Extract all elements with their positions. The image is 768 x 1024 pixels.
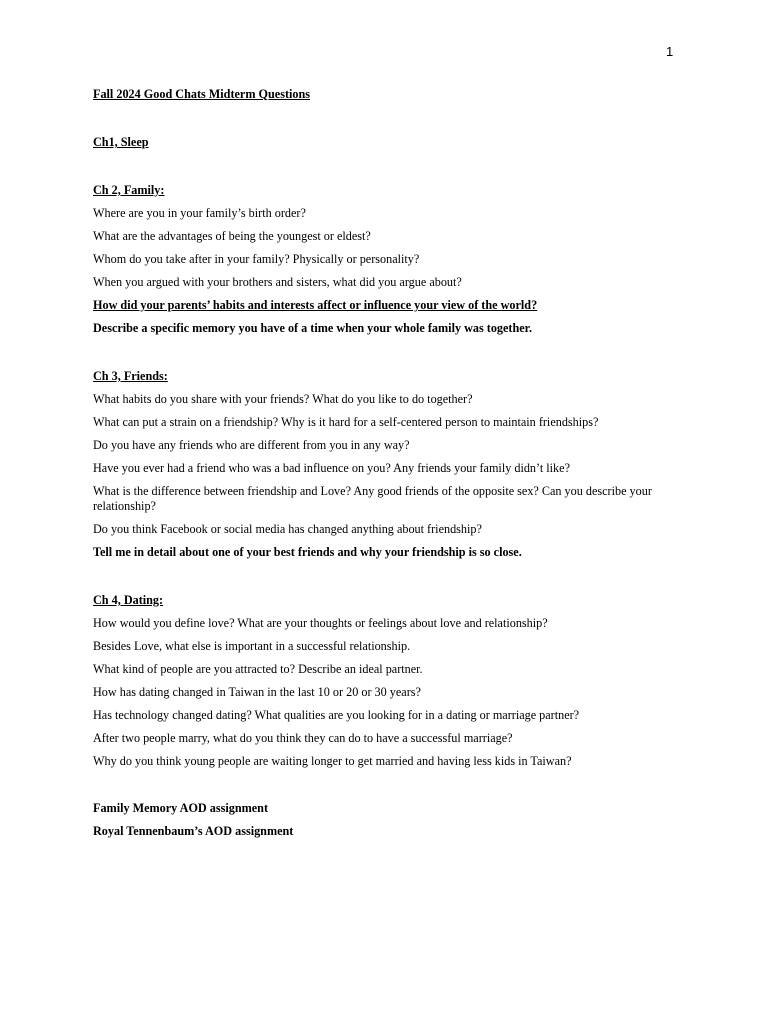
question: What kind of people are you attracted to? Describe an ideal partner.	[93, 662, 423, 676]
assignment-item: Royal Tennenbaum’s AOD assignment	[93, 824, 294, 838]
section-heading-sleep: Ch1, Sleep	[93, 135, 149, 149]
question: How would you define love? What are your thoughts or feelings about love and relationship?	[93, 616, 548, 630]
assignment-item: Family Memory AOD assignment	[93, 801, 269, 815]
document-body	[93, 86, 673, 839]
question-emphasized: How did your parents’ habits and interests affect or influence your view of the world?	[93, 298, 538, 312]
question-emphasized: Tell me in detail about one of your best friends and why your friendship is so close.	[93, 545, 522, 559]
question: Have you ever had a friend who was a bad influence on you? Any friends your family didn’t like?	[93, 461, 570, 475]
section-dating	[93, 592, 673, 769]
question: Besides Love, what else is important in a successful relationship.	[93, 639, 411, 653]
document-title: Fall 2024 Good Chats Midterm Questions	[93, 87, 311, 101]
question: How has dating changed in Taiwan in the last 10 or 20 or 30 years?	[93, 685, 421, 699]
question: What habits do you share with your friends? What do you like to do together?	[93, 392, 473, 406]
page-number: 1	[666, 44, 674, 59]
question: Do you have any friends who are different from you in any way?	[93, 438, 410, 452]
section-sleep	[93, 134, 673, 150]
section-heading-dating: Ch 4, Dating:	[93, 593, 164, 607]
question: Whom do you take after in your family? Physically or personality?	[93, 252, 420, 266]
question: What can put a strain on a friendship? Why is it hard for a self-centered person to maintain friendships?	[93, 415, 599, 429]
section-heading-family: Ch 2, Family:	[93, 183, 165, 197]
question: Has technology changed dating? What qualities are you looking for in a dating or marriage partner?	[93, 708, 580, 722]
assignments-list	[93, 801, 673, 839]
question: What is the difference between friendship and Love? Any good friends of the opposite sex? Can you describe your relationship?	[93, 484, 652, 513]
question: What are the advantages of being the youngest or eldest?	[93, 229, 371, 243]
question: Do you think Facebook or social media has changed anything about friendship?	[93, 522, 482, 536]
section-family	[93, 182, 673, 336]
question: After two people marry, what do you think they can do to have a successful marriage?	[93, 731, 513, 745]
question: Where are you in your family’s birth order?	[93, 206, 306, 220]
question: When you argued with your brothers and sisters, what did you argue about?	[93, 275, 462, 289]
section-heading-friends: Ch 3, Friends:	[93, 369, 168, 383]
question: Why do you think young people are waiting longer to get married and having less kids in Taiwan?	[93, 754, 572, 768]
question-emphasized: Describe a specific memory you have of a time when your whole family was together.	[93, 321, 533, 335]
section-friends	[93, 368, 673, 560]
